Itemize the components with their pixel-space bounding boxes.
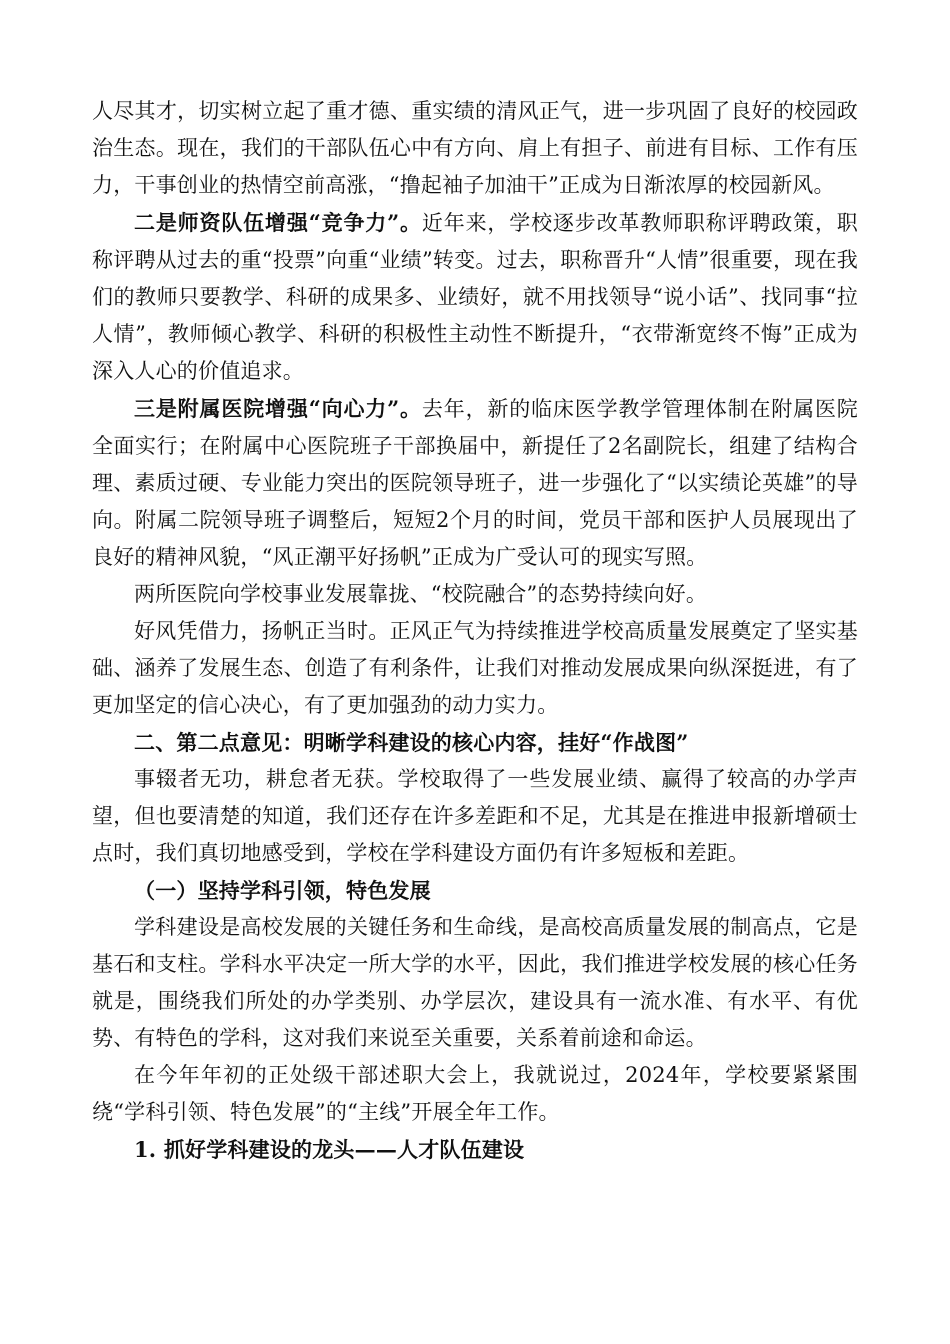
paragraph-main-line: 在今年年初的正处级干部述职大会上，我就说过，2024年，学校要紧紧围绕“学科引领、特色发展”的“主线”开展全年工作。 bbox=[92, 1063, 858, 1124]
document-page bbox=[92, 93, 858, 1168]
paragraph-continuation: 人尽其才，切实树立起了重才德、重实绩的清风正气，进一步巩固了良好的校园政治生态。现在，我们的干部队伍心中有方向、肩上有担子、前进有目标、工作有压力，干事创业的热情空前高涨，“撸起袖子加油干”正成为日渐浓厚的校园新风。 bbox=[92, 99, 858, 197]
paragraph-lead-hospitals: 三是附属医院增强“向心力”。 bbox=[134, 396, 422, 421]
paragraph-body-teachers: 近年来，学校逐步改革教师职称评聘政策，职称评聘从过去的重“投票”向重“业绩”转变。过去，职称晋升“人情”很重要，现在我们的教师只要教学、科研的成果多、业绩好，就不用找领导“说小话”、找同事“拉人情”，教师倾心教学、科研的积极性主动性不断提升，“衣带渐宽终不悔”正成为深入人心的价值追求。 bbox=[92, 211, 858, 383]
paragraph-lead-teachers: 二是师资队伍增强“竞争力”。 bbox=[134, 210, 422, 235]
section-heading-2: 二、第二点意见：明晰学科建设的核心内容，挂好“作战图” bbox=[134, 730, 689, 755]
paragraph-hospital-integration: 两所医院向学校事业发展靠拢、“校院融合”的态势持续向好。 bbox=[134, 582, 708, 606]
item-heading-1: 1. 抓好学科建设的龙头——人才队伍建设 bbox=[134, 1137, 525, 1162]
paragraph-discipline-core: 学科建设是高校发展的关键任务和生命线，是高校高质量发展的制高点，它是基石和支柱。学科水平决定一所大学的水平，因此，我们推进学校发展的核心任务就是，围绕我们所处的办学类别、办学层次，建设具有一流水准、有水平、有优势、有特色的学科，这对我们来说至关重要，关系着前途和命运。 bbox=[92, 915, 858, 1050]
paragraph-body-hospitals: 去年，新的临床医学教学管理体制在附属医院全面实行；在附属中心医院班子干部换届中，新提任了2名副院长，组建了结构合理、素质过硬、专业能力突出的医院领导班子，进一步强化了“以实绩论英雄”的导向。附属二院领导班子调整后，短短2个月的时间，党员干部和医护人员展现出了良好的精神风貌，“风正潮平好扬帆”正成为广受认可的现实写照。 bbox=[92, 397, 858, 569]
paragraph-hospitals bbox=[92, 390, 858, 576]
paragraph-teachers bbox=[92, 204, 858, 390]
subsection-heading-1: （一）坚持学科引领，特色发展 bbox=[134, 878, 431, 903]
paragraph-good-wind: 好风凭借力，扬帆正当时。正风正气为持续推进学校高质量发展奠定了坚实基础、涵养了发展生态、创造了有利条件，让我们对推动发展成果向纵深挺进，有了更加坚定的信心决心，有了更加强劲的动力实力。 bbox=[92, 619, 858, 717]
paragraph-gaps: 事辍者无功，耕怠者无获。学校取得了一些发展业绩、赢得了较高的办学声望，但也要清楚的知道，我们还存在许多差距和不足，尤其是在推进申报新增硕士点时，我们真切地感受到，学校在学科建设方面仍有许多短板和差距。 bbox=[92, 767, 858, 865]
